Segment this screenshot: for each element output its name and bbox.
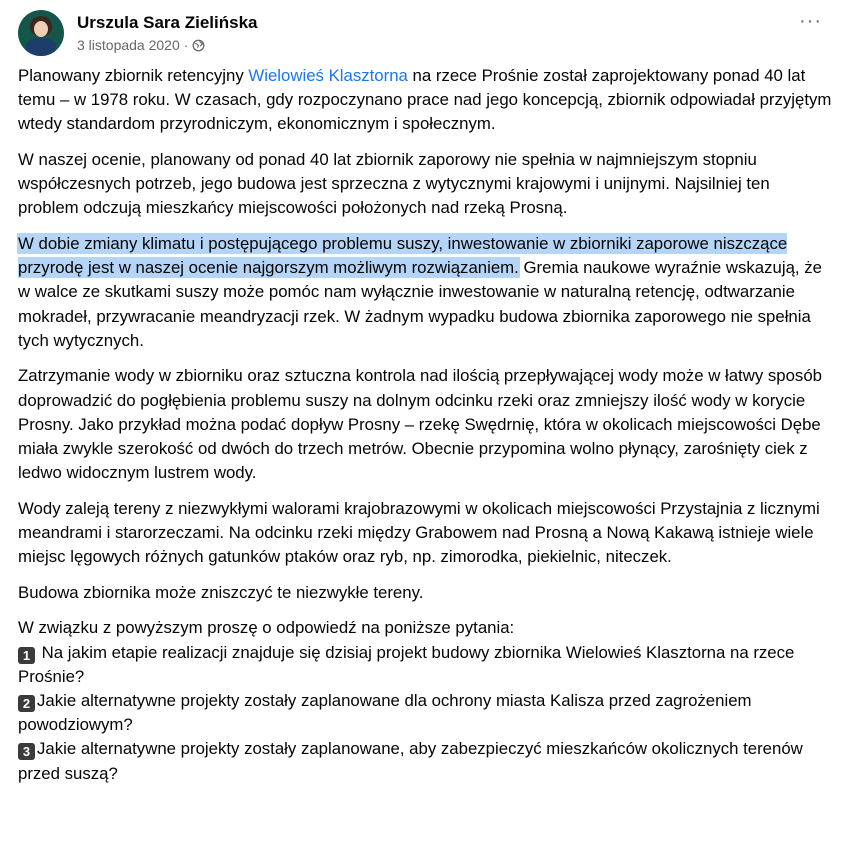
paragraph: Zatrzymanie wody w zbiorniku oraz sztuczna kontrola nad ilością przepływającej wody może w łatwy sposób doprowadzić do pogłębienia problemu suszy na dolnym odcinku rzeki oraz zmniejszy ilość wody w korycie Prosny. Jako przykład można podać dopływ Prosny – rzekę Swędrnię, która w okolicach miejscowości Dębe miała zwykle szerokość od dwóch do trzech metrów. Obecnie przypomina wolno płynący, zarośnięty ciek z ledwo widocznym lustrem wody. bbox=[18, 366, 822, 483]
globe-icon[interactable] bbox=[192, 39, 205, 52]
hashtag-link[interactable]: Wielowieś Klasztorna bbox=[248, 66, 408, 85]
question-item: 3 Jakie alternatywne projekty zostały zaplanowane, aby zabezpieczyć mieszkańców okolicznych terenów przed suszą? bbox=[18, 739, 803, 783]
keycap-1-icon: 1 bbox=[18, 647, 35, 664]
questions-block bbox=[18, 616, 833, 785]
meta-separator: · bbox=[183, 37, 189, 53]
question-item: 2 Jakie alternatywne projekty zostały zaplanowane dla ochrony miasta Kalisza przed zagrożeniem powodziowym? bbox=[18, 691, 752, 735]
paragraph: Budowa zbiornika może zniszczyć te niezwykłe tereny. bbox=[18, 582, 424, 602]
more-options-icon[interactable]: ··· bbox=[799, 10, 822, 32]
paragraph: W naszej ocenie, planowany od ponad 40 lat zbiornik zaporowy nie spełnia w najmniejszym stopniu współczesnych potrzeb, jego budowa jest sprzeczna z wytycznymi krajowymi i unijnymi. Najsilniej ten problem odczują mieszkańcy miejscowości położonych nad rzeką Prosną. bbox=[18, 150, 770, 218]
keycap-3-icon: 3 bbox=[18, 743, 35, 760]
highlighted-text: W dobie zmiany klimatu i postępującego problemu suszy, inwestowanie w zbiorniki zaporowe niszczące przyrodę jest w naszej ocenie najgorszym możliwym rozwiązaniem. bbox=[18, 234, 788, 278]
paragraph: Wody zaleją tereny z niezwykłymi walorami krajobrazowymi w okolicach miejscowości Przystajnia z licznymi meandrami i starorzeczami. Na odcinku rzeki między Grabowem nad Prosną a Nową Kakawą istnieje wiele miejsc lęgowych różnych gatunków ptaków oraz ryb, np. zimorodka, piekielnic, niteczek. bbox=[18, 498, 820, 567]
questions-intro: W związku z powyższym proszę o odpowiedź na poniższe pytania: bbox=[18, 618, 515, 638]
post-meta bbox=[77, 37, 205, 53]
keycap-2-icon: 2 bbox=[18, 695, 35, 712]
question-item: 1 Na jakim etapie realizacji znajduje się dzisiaj projekt budowy zbiornika Wielowieś Klasztorna na rzece Prośnie? bbox=[18, 642, 795, 686]
paragraph: W dobie zmiany klimatu i postępującego problemu suszy, inwestowanie w zbiorniki zaporowe niszczące przyrodę jest w naszej ocenie najgorszym możliwym rozwiązaniem. Gremia naukowe wyraźnie wskazują, że w walce ze skutkami suszy może pomóc nam wyłącznie inwestowanie w naturalną retencję, odtwarzanie mokradeł, przywracanie meandryzacji rzek. W żadnym wypadku budowa zbiornika zaporowego nie spełnia tych wytycznych. bbox=[18, 234, 822, 350]
post-date[interactable]: 3 listopada 2020 bbox=[77, 37, 180, 53]
author-name[interactable]: Urszula Sara Zielińska bbox=[77, 13, 258, 32]
avatar[interactable] bbox=[18, 10, 64, 56]
paragraph: Planowany zbiornik retencyjny Wielowieś Klasztorna na rzece Prośnie został zaprojektowany ponad 40 lat temu – w 1978 roku. W czasach, gdy rozpoczynano prace nad jego koncepcją, zbiornik odpowiadał przyjętym wtedy standardom przyrodniczym, ekonomicznym i społecznym. bbox=[18, 66, 832, 134]
post-body bbox=[18, 64, 833, 797]
